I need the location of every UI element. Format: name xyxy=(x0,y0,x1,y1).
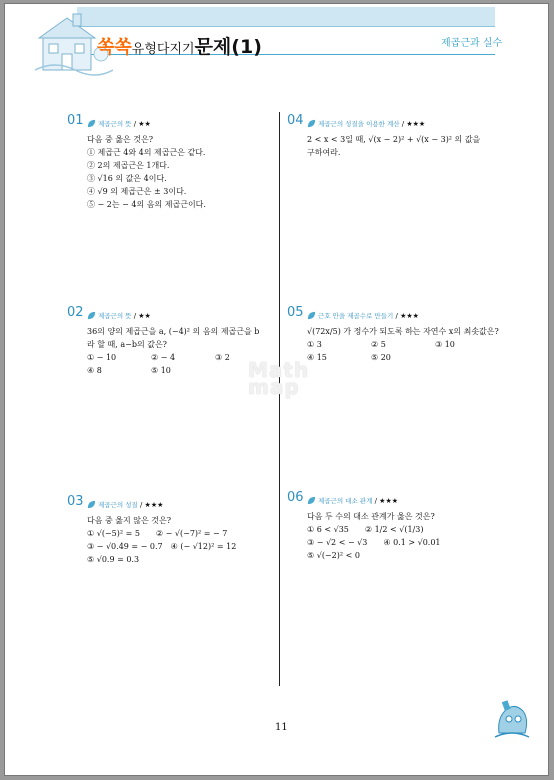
mascot-icon xyxy=(493,699,531,739)
leaf-icon xyxy=(307,311,316,320)
choice-line: ⑤ √0.9 = 0.3 xyxy=(87,555,140,564)
choice-line: ① √(−5)² = 5 ② − √(−7)² = − 7 xyxy=(87,529,228,538)
problem-01 xyxy=(67,113,292,211)
problem-line: 36의 양의 제곱근을 a, (−4)² 의 음의 제곱근을 b xyxy=(87,327,260,336)
watermark xyxy=(248,358,310,399)
problem-number: 04 xyxy=(287,113,304,128)
problem-number: 01 xyxy=(67,113,84,128)
difficulty-stars: / ★★★ xyxy=(372,497,399,505)
leaf-icon xyxy=(307,496,316,505)
title-big: 문제(1) xyxy=(194,36,262,58)
problem-line: 다음 중 옳은 것은? xyxy=(87,135,154,144)
problem-tag: 제곱근의 뜻 xyxy=(98,120,132,128)
title-orange: 쏙쏙 xyxy=(97,37,132,58)
page-title xyxy=(97,32,262,59)
problem-04 xyxy=(287,113,512,159)
leaf-icon xyxy=(307,119,316,128)
problem-03 xyxy=(67,494,292,566)
difficulty-stars: / ★★★ xyxy=(399,120,426,128)
choice-row xyxy=(307,338,512,351)
problem-line: 다음 중 옳지 않은 것은? xyxy=(87,516,172,525)
choice-line: ③ √16 의 값은 4이다. xyxy=(87,174,167,183)
page-number: 11 xyxy=(275,722,288,733)
leaf-icon xyxy=(87,119,96,128)
problem-line: 라 할 때, a−b의 값은? xyxy=(87,340,167,349)
choice: ④ 15 xyxy=(307,353,327,362)
problem-line: 구하여라. xyxy=(307,148,341,157)
problem-06 xyxy=(287,490,512,562)
difficulty-stars: / ★★★ xyxy=(137,501,164,509)
problem-number: 03 xyxy=(67,494,84,509)
section-label: 제곱근과 실수 xyxy=(441,38,503,49)
difficulty-stars: / ★★★ xyxy=(393,312,419,320)
choice-line: ⑤ √(−2)² < 0 xyxy=(307,551,360,560)
problem-tag: 제곱근의 대소 관계 xyxy=(318,497,373,505)
choice-line: ③ − √2 < − √3 ④ 0.1 > √0.01 xyxy=(307,538,441,547)
choice: ① − 10 xyxy=(87,353,117,362)
problem-tag: 제곱근의 성질 xyxy=(98,501,138,509)
choice-line: ⑤ − 2는 − 4의 음의 제곱근이다. xyxy=(87,200,206,209)
choice: ⑤ 10 xyxy=(151,366,171,375)
problem-line: √(72x/5) 가 정수가 되도록 하는 자연수 x의 최솟값은? xyxy=(307,327,499,336)
header-band xyxy=(77,7,495,27)
problem-number: 06 xyxy=(287,490,304,505)
difficulty-stars: / ★★ xyxy=(131,120,151,128)
choice: ③ 10 xyxy=(435,340,455,349)
leaf-icon xyxy=(87,500,96,509)
problem-tag: 근호 안을 제곱수로 만들기 xyxy=(318,312,394,320)
choice: ② 5 xyxy=(371,340,386,349)
choice-line: ① 제곱근 4와 4의 제곱근은 같다. xyxy=(87,148,206,157)
problem-tag: 제곱근의 성질을 이용한 계산 xyxy=(318,120,400,128)
problem-number: 02 xyxy=(67,305,84,320)
problem-line: 다음 두 수의 대소 관계가 옳은 것은? xyxy=(307,512,435,521)
watermark-line: map xyxy=(248,375,300,399)
title-small: 유형다지기 xyxy=(131,42,195,57)
choice: ① 3 xyxy=(307,340,322,349)
problem-05 xyxy=(287,305,512,364)
choice: ② − 4 xyxy=(151,353,176,362)
problem-line: 2 < x < 3일 때, √(x − 2)² + √(x − 3)² 의 값을 xyxy=(307,135,481,144)
problem-number: 05 xyxy=(287,305,304,320)
document-page xyxy=(4,3,549,776)
choice-line: ② 2의 제곱근은 1개다. xyxy=(87,161,170,170)
choice: ④ 8 xyxy=(87,366,102,375)
choice: ③ 2 xyxy=(215,353,230,362)
choice: ⑤ 20 xyxy=(371,353,391,362)
watermark-line: Math xyxy=(248,358,310,382)
problem-tag: 제곱근의 뜻 xyxy=(98,312,132,320)
choice-line: ④ √9 의 제곱근은 ± 3이다. xyxy=(87,187,187,196)
choice-row xyxy=(307,351,512,364)
choice-line: ① 6 < √35 ② 1/2 < √(1/3) xyxy=(307,525,424,534)
choice-line: ③ − √0.49 = − 0.7 ④ (− √12)² = 12 xyxy=(87,542,237,551)
difficulty-stars: / ★★ xyxy=(131,312,151,320)
leaf-icon xyxy=(87,311,96,320)
